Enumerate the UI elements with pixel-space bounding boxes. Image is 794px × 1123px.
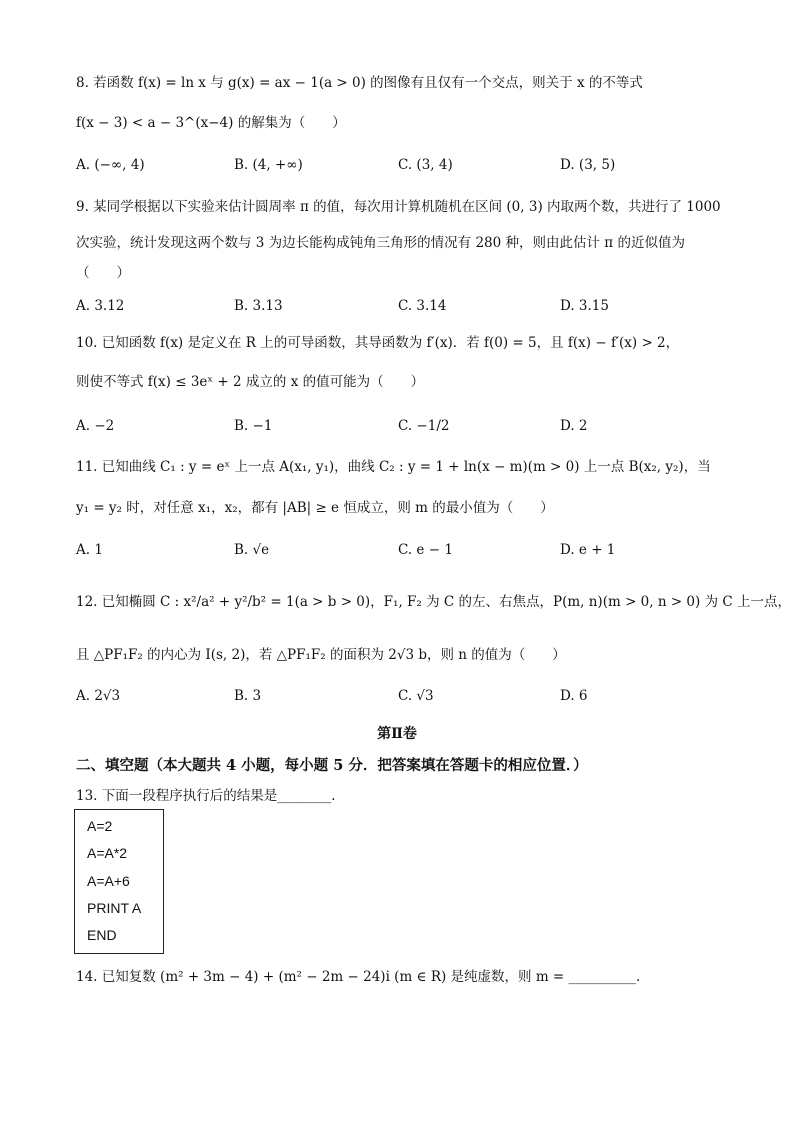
q12-option-d: D. 6 (560, 688, 588, 704)
q8-option-d: D. (3, 5) (560, 157, 616, 173)
code-line-4: PRINT A (87, 900, 142, 916)
code-line-1: A=2 (87, 818, 113, 834)
section2-heading: 二、填空题（本大题共 4 小题，每小题 5 分．把答案填在答题卡的相应位置．） (76, 757, 588, 774)
q10-stem-line2: 则使不等式 f(x) ≤ 3eˣ + 2 成立的 x 的值可能为（ ） (76, 374, 425, 390)
q14-stem: 14. 已知复数 (m² + 3m − 4) + (m² − 2m − 24)i (m ∈ R) 是纯虚数，则 m = __________. (76, 969, 641, 985)
q12-stem-line2: 且 △PF₁F₂ 的内心为 I(s, 2)，若 △PF₁F₂ 的面积为 2√3 b，则 n 的值为（ ） (76, 647, 566, 663)
q9-option-a: A. 3.12 (76, 298, 125, 314)
q8-option-a: A. (−∞, 4) (76, 157, 145, 173)
q9-option-c: C. 3.14 (398, 298, 447, 314)
q11-option-b: B. √e (234, 542, 270, 558)
part2-title: 第Ⅱ卷 (377, 726, 417, 742)
q9-stem-line1: 9. 某同学根据以下实验来估计圆周率 π 的值，每次用计算机随机在区间 (0, 3) 内取两个数，共进行了 1000 (76, 199, 721, 215)
q12-option-c: C. √3 (398, 688, 434, 704)
program-code-box (74, 809, 164, 954)
q10-option-a: A. −2 (76, 418, 115, 434)
q9-option-d: D. 3.15 (560, 298, 609, 314)
q10-option-c: C. −1/2 (398, 418, 450, 434)
code-line-2: A=A*2 (87, 845, 128, 861)
q8-stem-line2: f(x − 3) < a − 3^(x−4) 的解集为（ ） (76, 115, 346, 131)
q9-option-b: B. 3.13 (234, 298, 283, 314)
q10-option-b: B. −1 (234, 418, 273, 434)
q11-stem-line1: 11. 已知曲线 C₁ : y = eˣ 上一点 A(x₁, y₁)，曲线 C₂ : y = 1 + ln(x − m)(m > 0) 上一点 B(x₂, y₂)，当 (76, 459, 711, 475)
q12-option-b: B. 3 (234, 688, 262, 704)
q9-stem-line2: 次实验，统计发现这两个数与 3 为边长能构成钝角三角形的情况有 280 种，则由此估计 π 的近似值为 (76, 235, 685, 251)
q11-stem-line2: y₁ = y₂ 时，对任意 x₁，x₂，都有 |AB| ≥ e 恒成立，则 m 的最小值为（ ） (76, 500, 554, 516)
q12-stem-line1: 12. 已知椭圆 C : x²/a² + y²/b² = 1(a > b > 0)，F₁, F₂ 为 C 的左、右焦点，P(m, n)(m > 0, n > 0) 为 C 上一点， (76, 594, 791, 610)
q11-option-a: A. 1 (76, 542, 103, 558)
q10-option-d: D. 2 (560, 418, 588, 434)
q8-stem-line1: 8. 若函数 f(x) = ln x 与 g(x) = ax − 1(a > 0) 的图像有且仅有一个交点，则关于 x 的不等式 (76, 75, 643, 91)
q11-option-c: C. e − 1 (398, 542, 453, 558)
code-line-5: END (87, 927, 117, 943)
q13-stem: 13. 下面一段程序执行后的结果是________. (76, 788, 336, 804)
q8-option-b: B. (4, +∞) (234, 157, 303, 173)
q11-option-d: D. e + 1 (560, 542, 616, 558)
q10-stem-line1: 10. 已知函数 f(x) 是定义在 R 上的可导函数，其导函数为 f′(x)．若 f(0) = 5，且 f(x) − f′(x) > 2， (76, 335, 680, 351)
q9-stem-line3: （ ） (76, 265, 130, 281)
q12-option-a: A. 2√3 (76, 688, 121, 704)
code-line-3: A=A+6 (87, 873, 130, 889)
q8-option-c: C. (3, 4) (398, 157, 453, 173)
